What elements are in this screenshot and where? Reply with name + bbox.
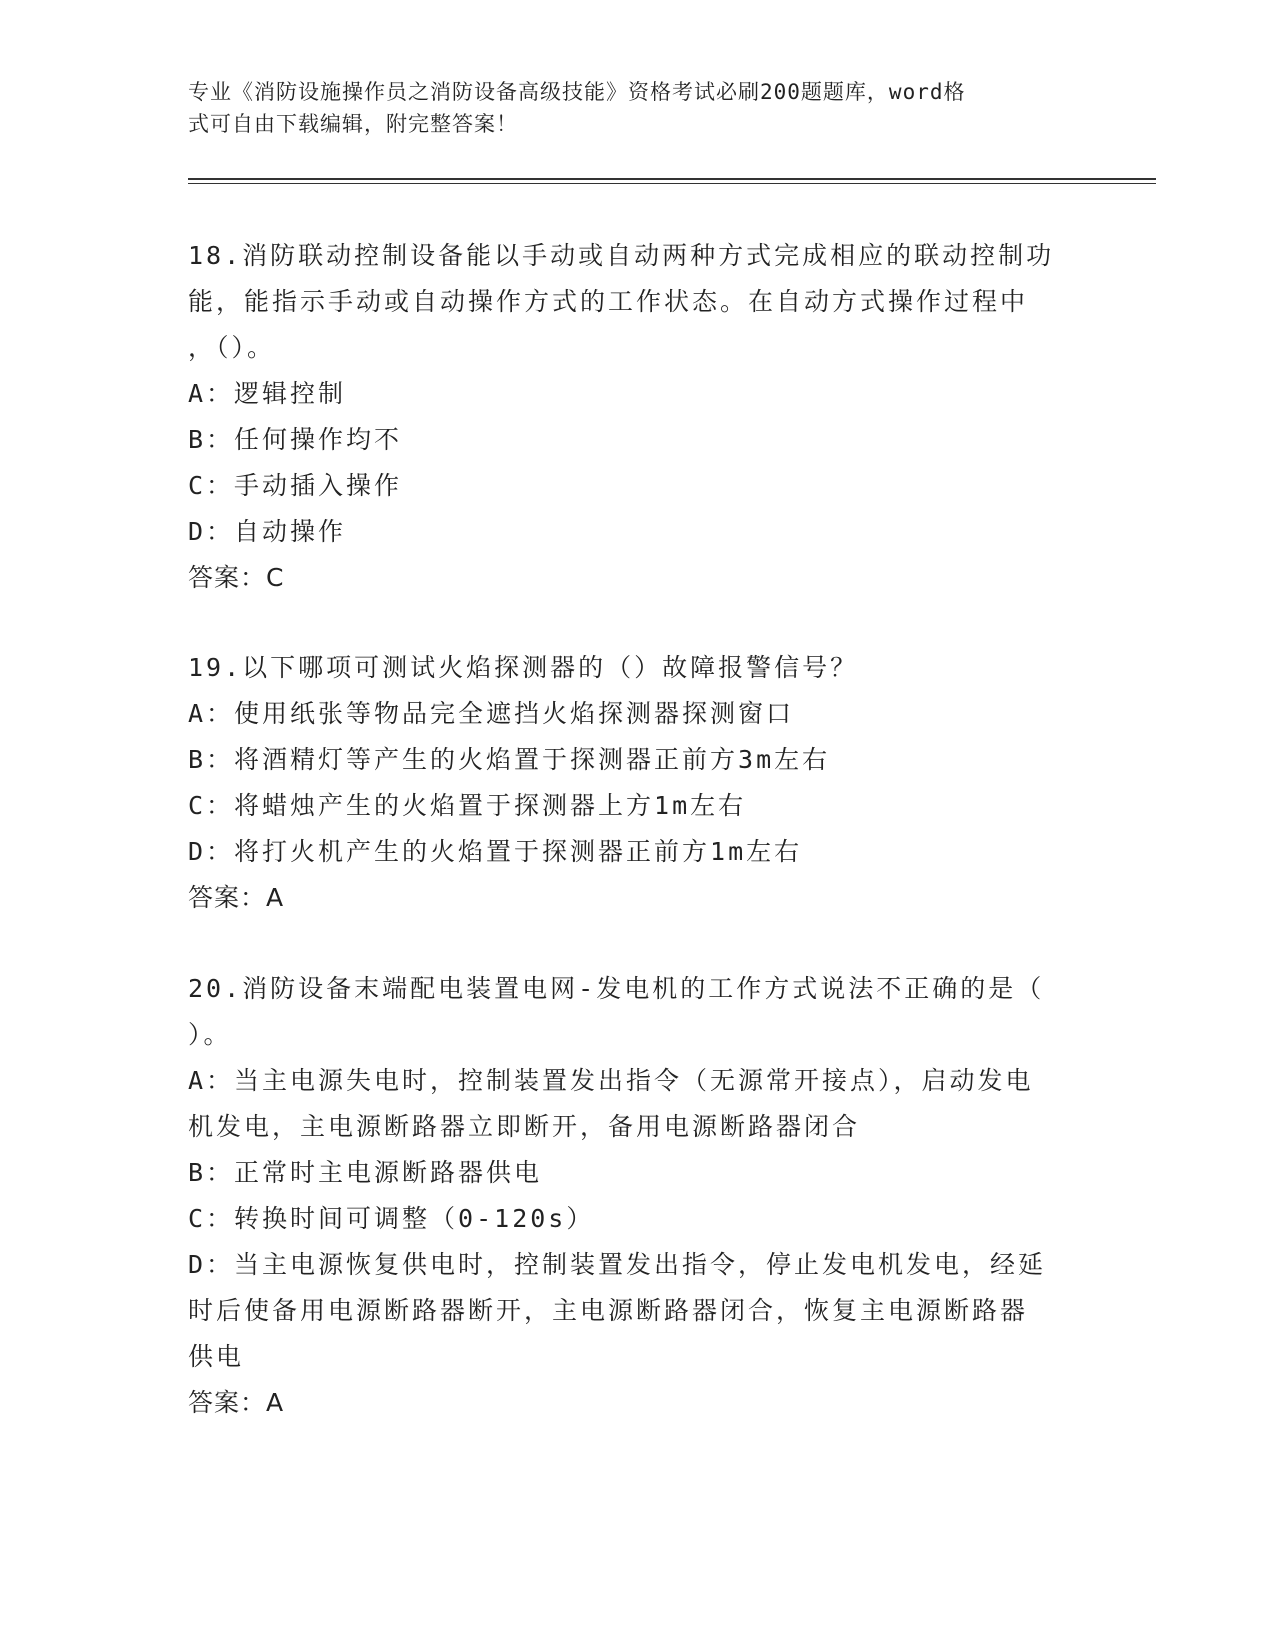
option-a: A：逻辑控制 [188,379,347,408]
option-a-continued: 机发电，主电源断路器立即断开，备用电源断路器闭合 [188,1112,861,1141]
option-c: C：手动插入操作 [188,471,403,500]
option-b: B：任何操作均不 [188,425,403,454]
option-b: B：将酒精灯等产生的火焰置于探测器正前方3m左右 [188,745,831,774]
question-stem: 18.消防联动控制设备能以手动或自动两种方式完成相应的联动控制功 [188,241,1055,270]
document-header [188,76,1068,140]
question-19 [188,645,1088,921]
option-d: D：自动操作 [188,517,347,546]
option-a: A：当主电源失电时，控制装置发出指令（无源常开接点），启动发电 [188,1066,1034,1095]
option-c: C：转换时间可调整（0-120s） [188,1204,595,1233]
option-c: C：将蜡烛产生的火焰置于探测器上方1m左右 [188,791,747,820]
header-divider [188,178,1156,180]
question-18 [188,233,1088,601]
answer-line: 答案：C [188,563,285,592]
question-stem: ）。 [188,1020,232,1049]
option-d-continued: 时后使备用电源断路器断开，主电源断路器闭合，恢复主电源断路器 [188,1296,1029,1325]
question-stem: 能，能指示手动或自动操作方式的工作状态。在自动方式操作过程中 [188,287,1029,316]
question-stem: ，（）。 [188,333,276,362]
header-line: 专业《消防设施操作员之消防设备高级技能》资格考试必刷200题题库，word格 [188,80,966,104]
header-line: 式可自由下载编辑，附完整答案！ [188,112,518,136]
header-divider [188,183,1156,184]
answer-line: 答案：A [188,883,285,912]
option-b: B：正常时主电源断路器供电 [188,1158,543,1187]
answer-line: 答案：A [188,1388,285,1417]
option-d-continued: 供电 [188,1342,245,1371]
option-a: A：使用纸张等物品完全遮挡火焰探测器探测窗口 [188,699,795,728]
option-d: D：将打火机产生的火焰置于探测器正前方1m左右 [188,837,803,866]
question-20 [188,966,1088,1426]
question-stem: 20.消防设备末端配电装置电网-发电机的工作方式说法不正确的是（ [188,974,1045,1003]
question-stem: 19.以下哪项可测试火焰探测器的（）故障报警信号？ [188,653,859,682]
option-d: D：当主电源恢复供电时，控制装置发出指令，停止发电机发电，经延 [188,1250,1047,1279]
